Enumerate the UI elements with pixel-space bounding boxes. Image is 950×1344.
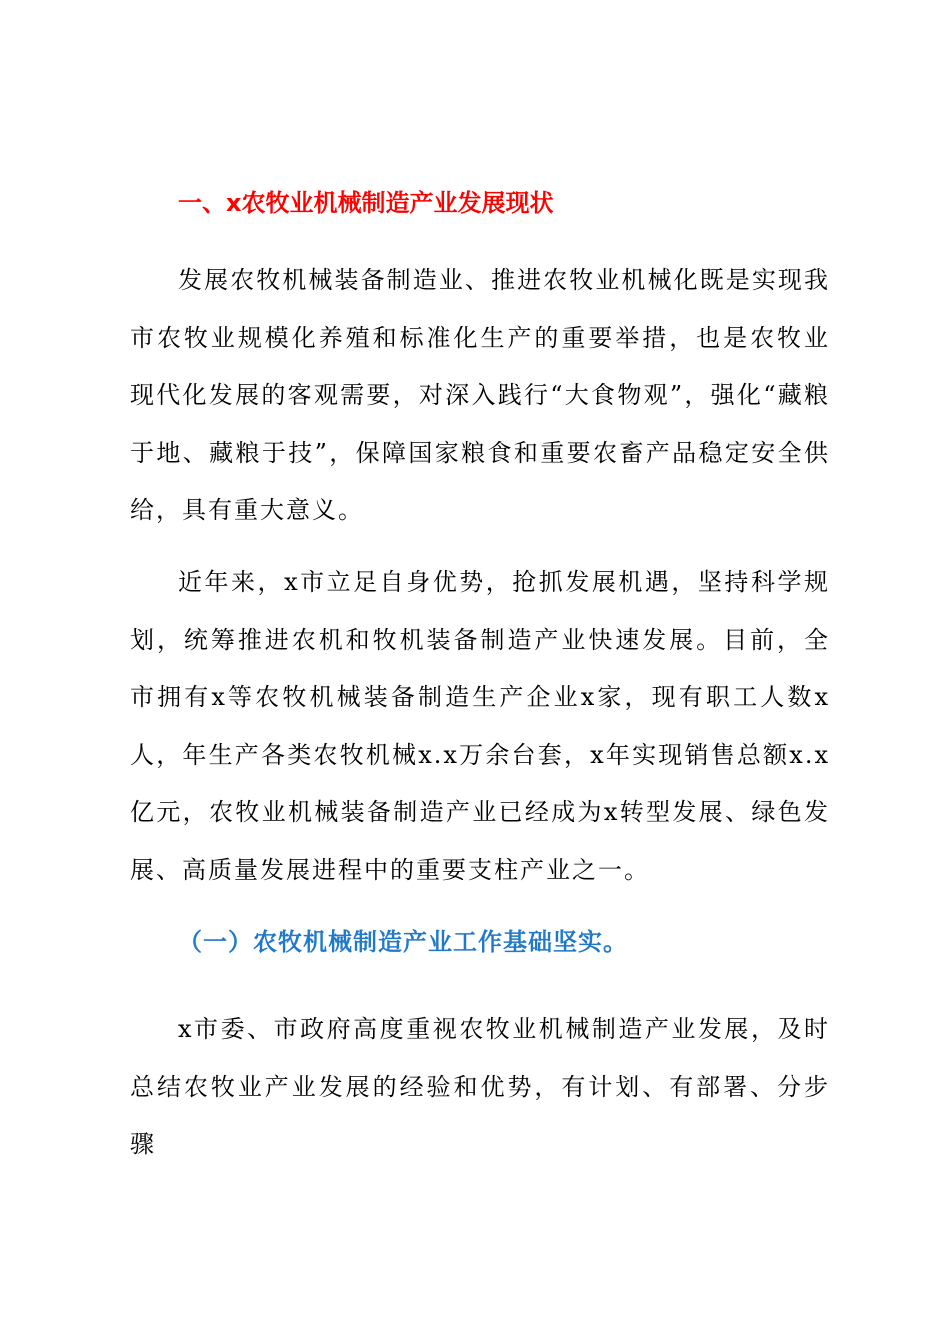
section-heading-status: 一、x农牧业机械制造产业发展现状 [178,189,554,217]
subsection-heading-foundation: （一）农牧机械制造产业工作基础坚实。 [178,927,628,956]
paragraph-recent-years: 近年来，x市立足自身优势，抢抓发展机遇，坚持科学规划，统筹推进农机和牧机装备制造产业快速发展。目前，全市拥有x等农牧机械装备制造生产企业x家，现有职工人数x人，年生产各类农牧机械x.x万余台套，x年实现销售总额x.x亿元，农牧业机械装备制造产业已经成为x转型发展、绿色发展、高质量发展进程中的重要支柱产业之一。 [130,568,830,884]
paragraph-significance: 发展农牧机械装备制造业、推进农牧业机械化既是实现我市农牧业规模化养殖和标准化生产的重要举措，也是农牧业现代化发展的客观需要，对深入践行“大食物观”，强化“藏粮于地、藏粮于技”，保障国家粮食和重要农畜产品稳定安全供给，具有重大意义。 [130,266,830,525]
paragraph-government-attention: x市委、市政府高度重视农牧业机械制造产业发展，及时总结农牧业产业发展的经验和优势，有计划、有部署、分步骤 [130,1015,830,1159]
